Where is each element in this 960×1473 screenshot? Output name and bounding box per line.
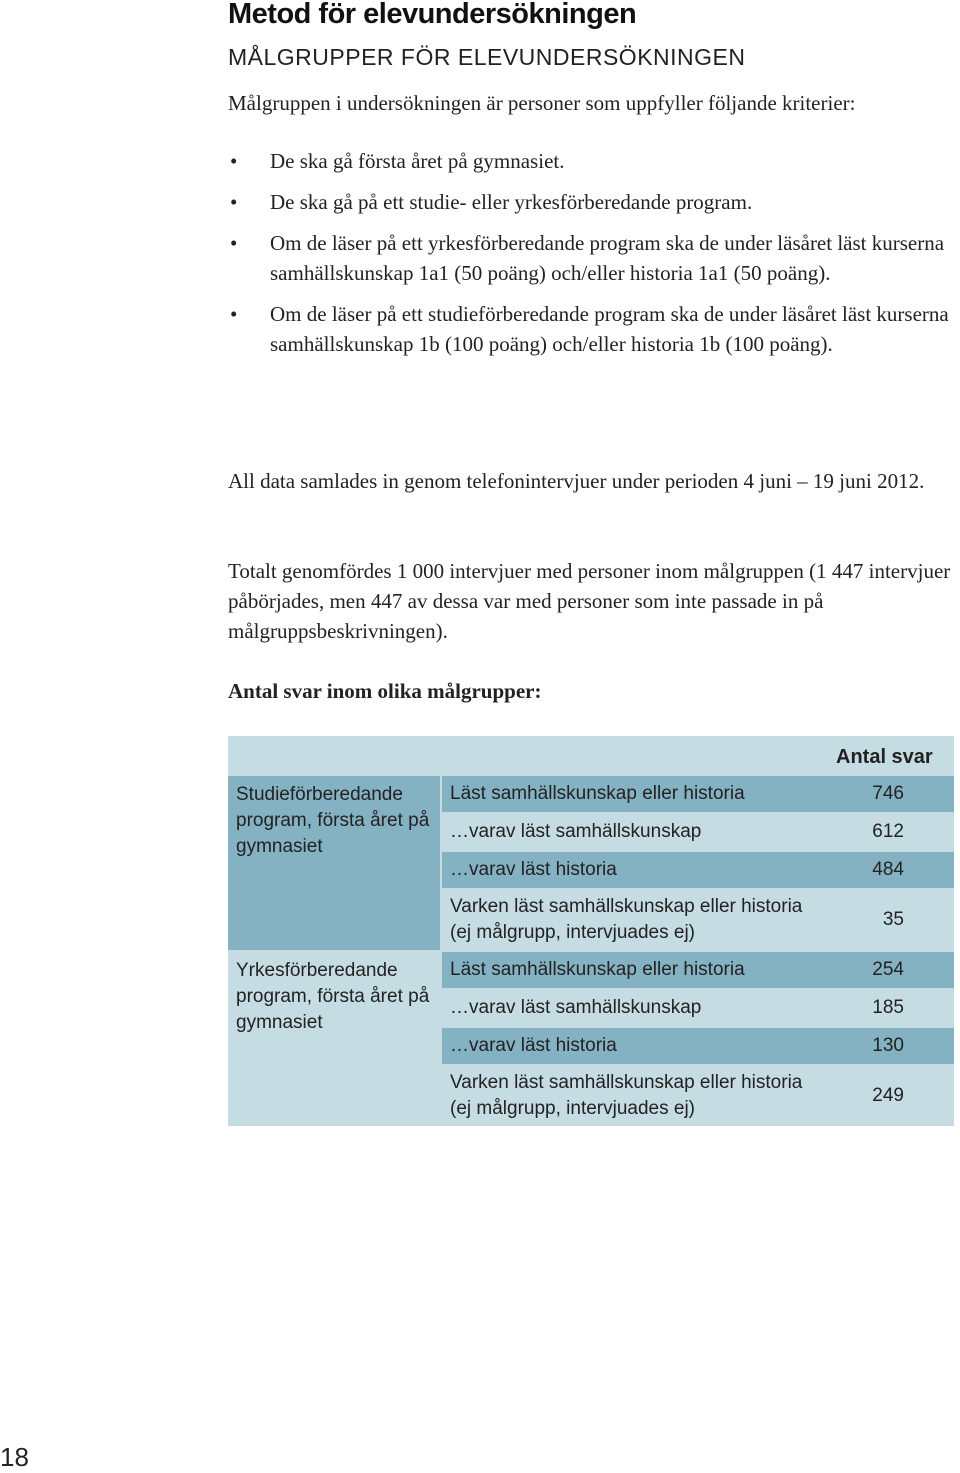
list-item-text: De ska gå första året på gymnasiet.: [270, 149, 565, 173]
interview-count-paragraph: Totalt genomfördes 1 000 intervjuer med personer inom målgruppen (1 447 intervjuer påbörjades, men 447 av dessa var med personer som inte passade in på målgruppsbeskrivningen).: [228, 559, 951, 643]
intro-text: Målgruppen i undersökningen är personer som uppfyller följande kriterier:: [228, 91, 856, 115]
row-value: 254: [872, 959, 904, 980]
table-row: [442, 814, 954, 850]
table-row: [442, 1028, 954, 1064]
list-item-text: Om de läser på ett studieförberedande program ska de under läsåret läst kurserna samhällskunskap 1b (100 poäng) och/eller historia 1b (100 poäng).: [270, 302, 949, 356]
table-row: [442, 1066, 954, 1126]
table-row: [442, 990, 954, 1026]
table-row: [442, 952, 954, 988]
row-value: 249: [872, 1085, 904, 1106]
table-row: [442, 890, 954, 950]
table-heading: Antal svar inom olika målgrupper:: [228, 679, 542, 703]
row-value: 746: [872, 783, 904, 804]
row-value: 130: [872, 1035, 904, 1056]
table-row: [442, 852, 954, 888]
page-title: Metod för elevundersökningen: [228, 0, 637, 30]
bullet-icon: •: [230, 302, 238, 326]
bullet-icon: •: [230, 190, 238, 214]
row-label: Varken läst samhällskunskap eller historia (ej målgrupp, intervjuades ej): [450, 1072, 803, 1119]
page-number: 18: [0, 1442, 29, 1472]
list-item: [228, 299, 956, 359]
row-label: …varav läst samhällskunskap: [450, 997, 702, 1018]
row-label: Läst samhällskunskap eller historia: [450, 959, 745, 980]
list-item: [228, 187, 956, 217]
criteria-list: [228, 146, 956, 370]
list-item: [228, 228, 956, 288]
list-item-text: De ska gå på ett studie- eller yrkesförberedande program.: [270, 190, 753, 214]
row-label: Varken läst samhällskunskap eller historia (ej målgrupp, intervjuades ej): [450, 896, 803, 943]
row-value: 185: [872, 997, 904, 1018]
bullet-icon: •: [230, 149, 238, 173]
column-header: Antal svar: [836, 746, 933, 768]
row-value: 484: [872, 859, 904, 880]
list-item: [228, 146, 956, 176]
section-subtitle: MÅLGRUPPER FÖR ELEVUNDERSÖKNINGEN: [228, 44, 746, 70]
row-label: …varav läst historia: [450, 859, 617, 880]
data-collection-paragraph: All data samlades in genom telefonintervjuer under perioden 4 juni – 19 juni 2012.: [228, 469, 925, 493]
row-value: 35: [882, 909, 904, 930]
bullet-icon: •: [230, 231, 238, 255]
group-label-vocational: Yrkesförberedande program, första året på gymnasiet: [228, 952, 440, 1126]
row-label: Läst samhällskunskap eller historia: [450, 783, 745, 804]
list-item-text: Om de läser på ett yrkesförberedande program ska de under läsåret läst kurserna samhällskunskap 1a1 (50 poäng) och/eller historia 1a1 (50 poäng).: [270, 231, 945, 285]
row-label: …varav läst samhällskunskap: [450, 821, 702, 842]
group-label-study-prep: Studieförberedande program, första året på gymnasiet: [228, 776, 440, 950]
row-value: 612: [872, 821, 904, 842]
table-row: [442, 776, 954, 812]
row-label: …varav läst historia: [450, 1035, 617, 1056]
